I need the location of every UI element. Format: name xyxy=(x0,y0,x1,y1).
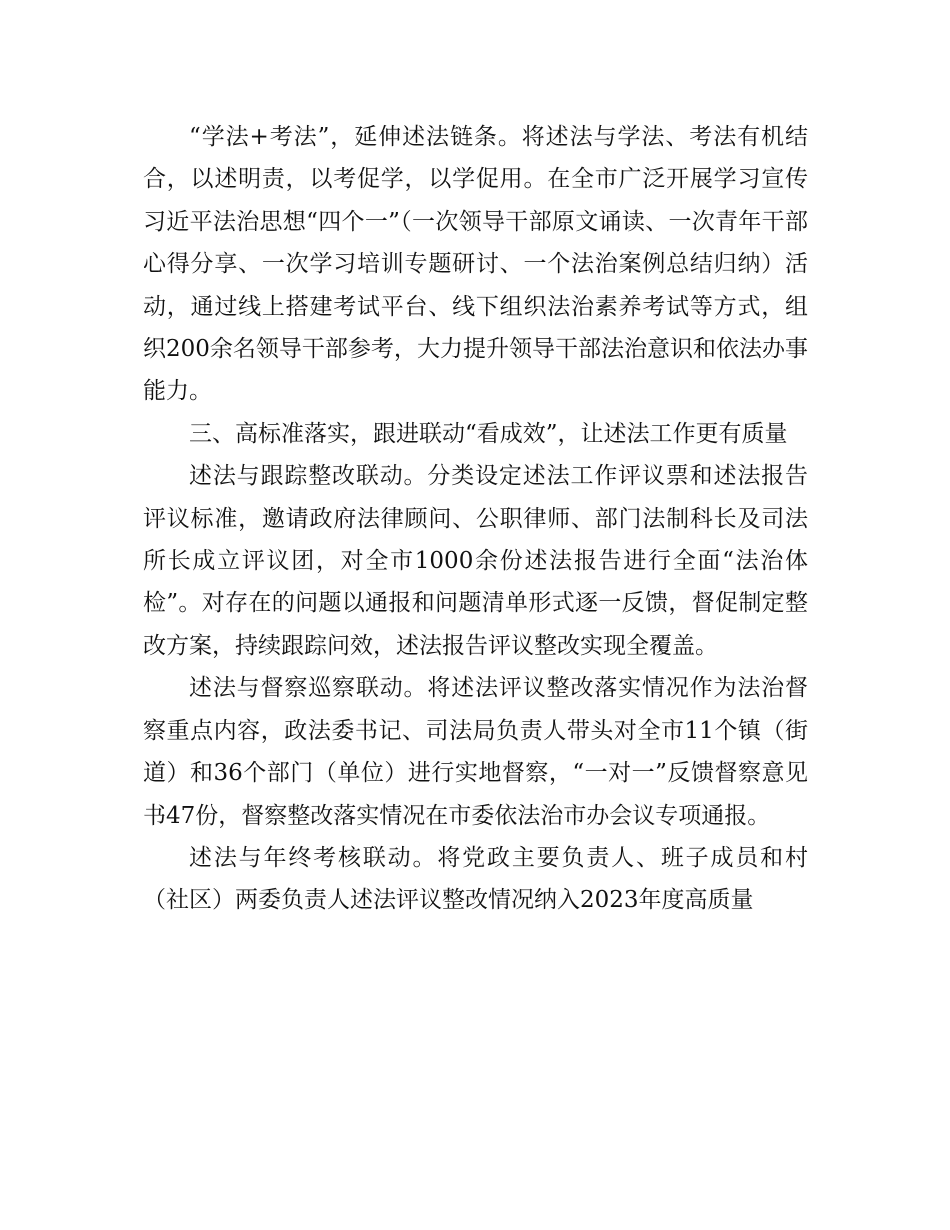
paragraph-annual-assessment-linkage: 述法与年终考核联动。将党政主要负责人、班子成员和村（社区）两委负责人述法评议整改情况纳入2023年度高质量 xyxy=(143,844,808,914)
document-body xyxy=(143,116,808,922)
paragraph-study-exam: “学法+考法”，延伸述法链条。将述法与学法、考法有机结合，以述明责，以考促学，以学促用。在全市广泛开展学习宣传习近平法治思想“四个一”（一次领导干部原文诵读、一次青年干部心得分享、一次学习培训专题研讨、一个法治案例总结归纳）活动，通过线上搭建考试平台、线下组织法治素养考试等方式，组织200余名领导干部参考，大力提升领导干部法治意识和依法办事能力。 xyxy=(143,124,808,405)
paragraph-rectification-linkage: 述法与跟踪整改联动。分类设定述法工作评议票和述法报告评议标准，邀请政府法律顾问、公职律师、部门法制科长及司法所长成立评议团，对全市1000余份述法报告进行全面“法治体检”。对存在的问题以通报和问题清单形式逐一反馈，督促制定整改方案，持续跟踪问效，述法报告评议整改实现全覆盖。 xyxy=(143,463,808,659)
section-heading-three: 三、高标准落实，跟进联动“看成效”，让述法工作更有质量 xyxy=(189,420,788,447)
paragraph-inspection-linkage: 述法与督察巡察联动。将述法评议整改落实情况作为法治督察重点内容，政法委书记、司法局负责人带头对全市11个镇（街道）和36个部门（单位）进行实地督察，“一对一”反馈督察意见书47份，督察整改落实情况在市委依法治市办会议专项通报。 xyxy=(143,675,808,829)
